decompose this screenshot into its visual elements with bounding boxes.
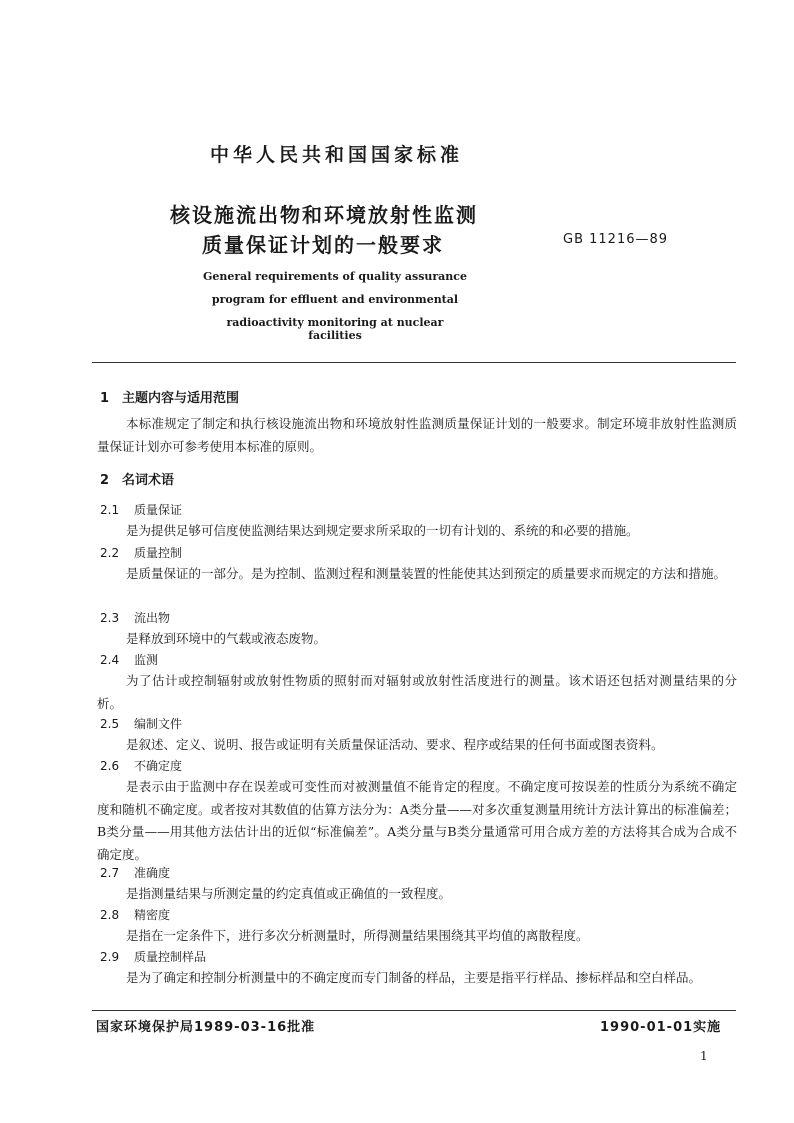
clause-2-8-text: 是指在一定条件下，进行多次分析测量时，所得测量结果围绕其平均值的离散程度。	[126, 928, 589, 943]
clause-number: 2.7	[100, 866, 120, 880]
clause-2-9-text: 是为了确定和控制分析测量中的不确定度而专门制备的样品，主要是指平行样品、掺标样品和空白样品。	[126, 970, 702, 985]
clause-term: 监测	[134, 653, 159, 667]
header-divider	[92, 362, 736, 363]
clause-2-5-heading	[100, 715, 182, 732]
english-title-line2: program for effluent and environmental	[211, 293, 459, 306]
english-title-line3: radioactivity monitoring at nuclear facilities	[226, 316, 444, 342]
clause-2-2-heading	[100, 544, 182, 561]
footer-divider	[92, 1010, 736, 1011]
standard-number: GB 11216—89	[563, 232, 669, 247]
section-1-paragraph: 本标准规定了制定和执行核设施流出物和环境放射性监测质量保证计划的一般要求。制定环境非放射性监测质量保证计划亦可参考使用本标准的原则。	[97, 416, 737, 454]
clause-2-1-text: 是为提供足够可信度使监测结果达到规定要求所采取的一切有计划的、系统的和必要的措施。	[126, 523, 639, 538]
clause-number: 2.8	[100, 908, 120, 922]
section-1-heading: 1 主题内容与适用范围	[100, 391, 240, 406]
clause-term: 准确度	[134, 866, 171, 880]
page-number: 1	[700, 1049, 708, 1063]
clause-number: 2.6	[100, 759, 120, 773]
clause-2-4-heading	[100, 651, 158, 668]
clause-term: 不确定度	[134, 759, 183, 773]
clause-number: 2.9	[100, 950, 120, 964]
national-standard-label: 中华人民共和国国家标准	[210, 144, 464, 166]
clause-term: 质量保证	[134, 503, 183, 517]
clause-2-3-text: 是释放到环境中的气载或液态废物。	[126, 631, 327, 646]
document-title-line1: 核设施流出物和环境放射性监测	[170, 203, 478, 227]
clause-term: 流出物	[134, 611, 171, 625]
document-title-line2: 质量保证计划的一般要求	[202, 233, 444, 257]
clause-2-6-heading	[100, 757, 182, 774]
clause-term: 编制文件	[134, 717, 183, 731]
effective-date: 1990-01-01实施	[600, 1020, 722, 1035]
clause-2-8-heading	[100, 906, 170, 923]
clause-number: 2.1	[100, 503, 120, 517]
approval-date: 国家环境保护局1989-03-16批准	[96, 1020, 316, 1035]
clause-2-5-text: 是叙述、定义、说明、报告或证明有关质量保证活动、要求、程序或结果的任何书面或图表资料。	[126, 737, 664, 752]
english-title-line1: General requirements of quality assurance	[202, 270, 468, 283]
clause-number: 2.4	[100, 653, 120, 667]
clause-number: 2.5	[100, 717, 120, 731]
clause-term: 质量控制样品	[134, 950, 207, 964]
clause-2-7-heading	[100, 864, 170, 881]
clause-2-6-text: 是表示由于监测中存在误差或可变性而对被测量值不能肯定的程度。不确定度可按误差的性质分为系统不确定度和随机不确定度。或者按对其数值的估算方法分为：A类分量——对多次重复测量用统计方法计算出的标准偏差；B类分量——用其他方法估计出的近似“标准偏差”。A类分量与B类分量通常可用合成方差的方法将其合成为合成不确定度。	[97, 779, 737, 862]
clause-2-4-text: 为了估计或控制辐射或放射性物质的照射而对辐射或放射性活度进行的测量。该术语还包括对测量结果的分析。	[97, 673, 737, 711]
clause-2-7-text: 是指测量结果与所测定量的约定真值或正确值的一致程度。	[126, 886, 452, 901]
section-2-heading: 2 名词术语	[100, 473, 175, 488]
clause-2-9-heading	[100, 948, 206, 965]
clause-term: 精密度	[134, 908, 171, 922]
clause-2-2-text: 是质量保证的一部分。是为控制、监测过程和测量装置的性能使其达到预定的质量要求而规定的方法和措施。	[126, 566, 727, 581]
clause-2-3-heading	[100, 609, 170, 626]
clause-2-1-heading	[100, 501, 182, 518]
clause-term: 质量控制	[134, 546, 183, 560]
clause-number: 2.2	[100, 546, 120, 560]
clause-number: 2.3	[100, 611, 120, 625]
